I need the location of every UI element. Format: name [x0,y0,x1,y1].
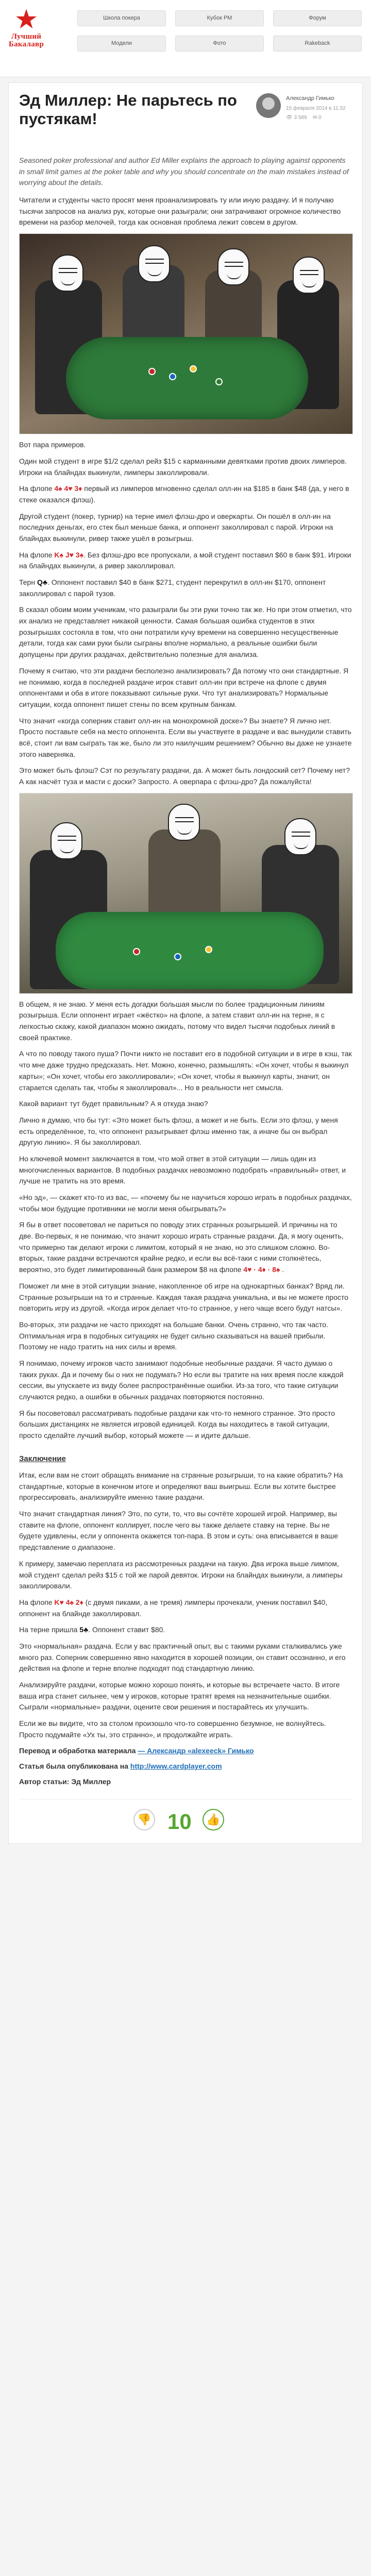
paragraph: А что по поводу такого пуша? Почти никто не поставит его в подобной ситуации и в игре в кэш, так что мне даже трудно предсказать. Нет. Можно, конечно, размышлять: «Он хочет, чтобы я выкинул карты»; «Он хочет, чтобы его заколлировали»; «Он хочет, чтобы я выкинул карты, значит, он старается сделать так, чтобы я заколлировал»... Но в реальности нет смысла. [19,1049,352,1092]
poker-photo-2 [19,793,353,994]
poker-table [66,337,308,419]
paragraph: Я понимаю, почему игроков часто занимают подобные необычные раздачи. Я часто думаю о таких руках. Да и почему бы о них не подумать? Но если вы тратите на них время после каждой сессии, вы упускаете из виду более распространённые ошибки. Из-за того, что такие ситуации случаются редко, а ошибки в обычных раздачах повторяются постоянно. [19,1359,344,1401]
main-nav [77,10,362,52]
article-intro: Seasoned poker professional and author Ed Miller explains the approach to playing against opponents in small limit games at the poker table and why you should concentrate on the main mistakes instead of worrying about the details. [19,156,349,187]
board-cards: Q♣ [37,578,48,586]
meme-face-icon [168,804,200,841]
paragraph: Если же вы видите, что за столом произошло что-то совершенно безумное, не волнуйтесь. Просто подумайте «Ух ты, это странно», и продолжайте играть. [19,1719,326,1739]
article-header [19,91,352,153]
board-cards: 5♣ [79,1625,89,1634]
meme-face-icon [138,245,170,282]
paragraph: Какой вариант тут будет правильным? А я откуда знаю? [19,1099,208,1108]
board-cards: 4♥ · 4♦ · 8♠ [243,1265,280,1274]
chip-icon [205,946,212,953]
views-count: 👁 3 589 [286,115,307,121]
nav-item-cup[interactable]: Кубок РМ [175,10,264,26]
paragraph: Это «нормальная» раздача. Если у вас практичный опыт, вы с такими руками сталкивались уже много раз. Соперник совершенно явно находится в хорошей позиции, он ставит осознанно, и его действия на флопе и терне вполне подходят под стандартную линию. [19,1641,346,1673]
poker-table [56,912,324,989]
article-date: 15 февраля 2014 в 11:32 [286,106,346,111]
text-fragment: На флопе [19,1598,55,1606]
paragraph: Что значит стандартная линия? Это, по сути, то, что вы сочтёте хорошей игрой. Например, вы ставите на флопе, оппонент коллирует, после чего вы также делаете ставку на терне. Вы не будете удивлены, если у оппонента окажется топ-пара. В этом и суть: она вписывается в ваше представление о диапазоне. [19,1510,339,1552]
thumbs-down-icon[interactable]: 👎 [133,1809,155,1831]
star-icon: ★ [14,5,39,35]
comments-value: 0 [318,115,322,121]
logo-line-1: Лучший [11,32,42,41]
poker-photo-1 [19,233,353,434]
nav-item-models[interactable]: Модели [77,36,166,52]
paragraph: Читатели и студенты часто просят меня проанализировать ту или иную раздачу. И я получаю тысячи запросов на анализ рук, которые они разыграли; они затрачивают огромное количество времени на разбор мелочей, тогда как основная проблема лежит совсем в другом. [19,196,341,227]
paragraph: В сказал обоим моим ученикам, что разыграли бы эти руки точно так же. Но при этом отметил, что их анализ не представляет никакой ценности. Самая большая ошибка студентов в этих розыгрышах состояла в том, что они потратили кучу времени на совершенно несущественные детали, тогда как сами руки были сыграны вполне нормально, а реальные ошибки были допущены при других раздачах, действительно полезные для анализа. [19,605,352,659]
meme-face-icon [293,257,325,294]
avatar[interactable] [256,93,281,118]
paragraph [19,577,352,599]
source-credit [19,1761,352,1772]
paragraph [19,483,352,505]
vote-count: 10 [167,1809,192,1834]
nav-item-forum[interactable]: Форум [273,10,362,26]
text-fragment: . [280,1265,284,1274]
text-fragment: На флопе [19,550,55,559]
nav-item-school[interactable]: Школа покера [77,10,166,26]
paragraph: Поможет ли мне в этой ситуации знание, накопленное об игре на однокартных банках? Вряд ли. Странные розыгрыши на то и странные. Каждая такая раздача уникальна, и вы не можете просто повторить игру из другой. «Когда игрок делает что-то странное, у него чаще всего будут натсы». [19,1281,348,1313]
vote-bar [19,1799,352,1835]
site-logo[interactable] [7,6,45,48]
author-box [256,91,364,122]
translation-credit [19,1745,352,1757]
paragraph: Вот пара примеров. [19,440,86,449]
meme-face-icon [50,822,82,859]
paragraph: Почему я считаю, что эти раздачи бесполезно анализировать? Да потому что они стандартные. Я не понимаю, когда в последней раздаче игрок ставит олл-ин при встрече на флопе с двумя оппонентами и оба в итоге показывают сильные руки. Что тут анализировать? Нормальные ситуации, когда оппонент пишет стены по всем крупным банкам. [19,666,349,708]
text-fragment: . Без флэш-дро все пропускали, а мой студент поставил $60 в банк $91. Игроки на блайндах выкинули, а ривер заколлировал. [19,550,351,570]
paragraph: Итак, если вам не стоит обращать внимание на странные розыгрыши, то на какие обратить? На стандартные, которые в конечном итоге и определяют ваш выигрыш. Если вы хотите быстрее прогрессировать, анализируйте именно такие раздачи. [19,1471,343,1502]
thumbs-up-icon[interactable]: 👍 [203,1809,224,1831]
source-link[interactable]: http://www.cardplayer.com [130,1762,222,1771]
text-fragment: . Оппонент ставит $80. [88,1625,165,1634]
paragraph [19,550,352,572]
text-fragment: На терне пришла [19,1625,80,1634]
paragraph: Лично я думаю, что бы тут: «Это может быть флэш, а может и не быть. Если это флэш, у меня есть определённое, то, что оппонент разыгрывает флэш именно так, а иначе бы он выбрал другую линию». Я бы заколлировал. [19,1115,338,1147]
paragraph: Во-вторых, эти раздачи не часто приходят на большие банки. Очень странно, что так часто. Оптимальная игра в подобных ситуациях не будет сильно сказываться на вашей прибыли. Поэтому не надо тратить на них силы и время. [19,1320,328,1351]
text-fragment: Я бы в ответ посоветовал не париться по поводу этих странных розыгрышей. И причины на то две. Во-первых, я не понимаю, что значит хорошо играть странные раздачи. Да, я могу оценить, что примерно так делают игроки с лимитом, который я не знаю, но это слишком сложно. Во-вторых, такие раздачи встречаются крайне редко, и если вы всё-таки с ними столкнётесь, вероятно, это будет лимитированный банк размером $8 на флопе [19,1221,344,1274]
views-value: 3 589 [294,115,307,121]
credit-label: Статья была опубликована на [19,1762,128,1771]
meme-face-icon [52,255,83,292]
paragraph: Один мой студент в игре $1/2 сделал рейз $15 с карманными девятками против двоих лимперов. Игроки на блайндах выкинули, лимперы заколлировали. [19,456,347,477]
text-fragment: На флопе [19,484,55,493]
paragraph [19,1219,352,1275]
meme-face-icon [217,248,249,285]
translator-link[interactable]: — Александр «alexeeck» Гимько [138,1747,254,1755]
credit-label: Перевод и обработка материала [19,1747,136,1755]
chip-icon [133,948,140,955]
paragraph: «Но эд», — скажет кто-то из вас, — «почему бы не научиться хорошо играть в подобных раздачах, чтобы мои будущие противники не могли меня обыгрывать?» [19,1193,352,1213]
summary-heading: Заключение [19,1454,66,1463]
text-fragment: Терн [19,578,37,586]
meme-face-icon [284,818,316,855]
logo-line-2: Бакалавр [8,40,44,48]
board-cards: 4♠ 4♥ 3♦ [54,484,82,493]
comments-count[interactable]: ✉ 0 [313,115,322,121]
text-fragment: . Оппонент поставил $40 в банк $271, студент перекрутил в олл-ин $170, оппонент заколлировал с парой тузов. [19,578,326,598]
site-header [0,0,371,77]
board-cards: K♥ 4♠ 2♦ [54,1598,83,1606]
author-credit: Автор статьи: Эд Миллер [19,1777,111,1786]
paragraph: Я бы посоветовал рассматривать подобные раздачи как что-то немного странное. Это просто больших дистанциях не является игровой единицей. Когда вы находитесь в такой ситуации, просто сделайте лучший выбор, который можете — и идите дальше. [19,1409,335,1440]
nav-item-rakeback[interactable]: Rakeback [273,36,362,52]
paragraph: Это может быть флэш? Сэт по результату раздачи, да. А может быть лондоский сет? Почему нет? А как насчёт туза и масти с доски? Запросто. А оверпара с флэш-дро? Да пожалуйста! [19,766,350,786]
paragraph: Другой студент (покер, турнир) на терне имел флэш-дро и оверкарты. Он пошёл в олл-ин на последних деньгах, его стек был меньше банка, и оппонент заколлировал с парой. Игроки на блайндах выкинули, ривер также ушёл в розыгрыш. [19,512,333,543]
paragraph: Анализируйте раздачи, которые можно хорошо понять, и которые вы встречаете часто. В итоге ваша игра станет сильнее, чем у игроков, которые тратят время на незначительные ошибки. Сыграли «нормальные» раздачи, оцените свои решения и постарайтесь их улучшить. [19,1681,340,1711]
nav-item-photo[interactable]: Фото [175,36,264,52]
author-name[interactable]: Александр Гимько [286,95,334,101]
text-fragment: первый из лимперов мгновенно сделал олл-ин на $185 в банк $48 (да, у него в стеке оказался флэш). [19,484,349,504]
paragraph: К примеру, замечаю переплата из рассмотренных раздачи на такую. Два игрока выше лимпом, мой студент сделал рейз $15 с той же парой девяток. Игроки на блайндах выкинули, а лимперы заколлировали. [19,1559,343,1590]
chip-icon [174,953,181,960]
paragraph [19,1624,352,1636]
paragraph [19,1597,352,1619]
board-cards: K♠ J♥ 3♠ [54,550,84,559]
paragraph: Но ключевой момент заключается в том, что мой ответ в этой ситуации — лишь один из многочисленных вариантов. В подобных раздачах невозможно подобрать «правильный» ответ, и лучше не тратить на это время. [19,1154,346,1185]
text-fragment: (с двумя пиками, а не тремя) лимперы прочекали, ученик поставил $40, оппонент на блайнде заколлировал. [19,1598,328,1618]
paragraph: В общем, я не знаю. У меня есть догадки большая мысли по более традиционным линиям розыгрыша. Если оппонент играет «жёстко» на флопе, а затем ставит олл-ин на терне, я с легкостью скажу, какой диапазон можно ожидать, потому что видел тысячи подобных линий в своей практике. [19,999,335,1042]
paragraph: Что значит «когда соперник ставит олл-ин на монохромной доске»? Вы знаете? Я лично нет. Просто поставьте себя на место оппонента. Если вы участвуете в раздаче и вас вынудили ставить всё, стоит ли вам сыграть так же, было ли это наилучшим решением? Обычно вы даже не узнаете этого наверняка. [19,716,352,758]
article-title: Эд Миллер: Не парьтесь по пустякам! [19,91,237,128]
article-card [8,82,363,1844]
